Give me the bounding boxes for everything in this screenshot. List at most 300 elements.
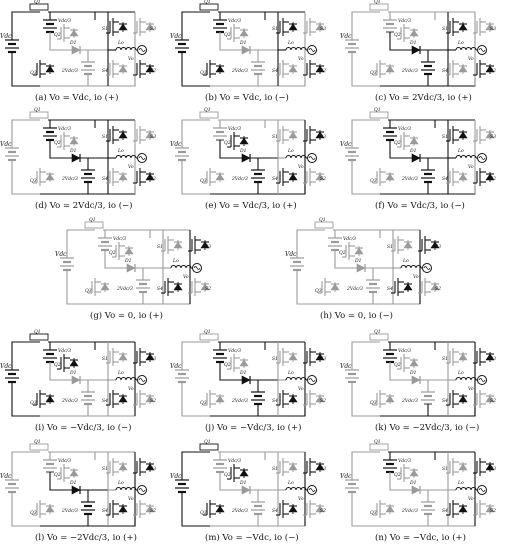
circuit-panel xyxy=(0,329,156,416)
s1-label: S1 xyxy=(442,357,448,362)
vdc23-label: 2Vdc/3 xyxy=(62,69,78,74)
q2-label: Q2 xyxy=(109,251,116,256)
s1-label: S1 xyxy=(102,467,108,472)
vo-label: Vo xyxy=(298,57,304,62)
d1-label: D1 xyxy=(70,41,77,46)
d1-label: D1 xyxy=(410,371,417,376)
vdc3-battery xyxy=(383,460,397,472)
vo-source xyxy=(138,376,147,385)
s3-label: S3 xyxy=(320,135,326,140)
vdc23-label: 2Vdc/3 xyxy=(402,69,418,74)
d1-diode xyxy=(242,154,250,162)
s1-label: S1 xyxy=(442,467,448,472)
diode-triangle-icon xyxy=(72,154,80,162)
q2-label: Q2 xyxy=(394,33,401,38)
circuit-panel xyxy=(0,439,156,526)
vdc-bottom-wire xyxy=(67,270,95,304)
top-rail xyxy=(388,120,435,128)
d1-diode xyxy=(242,486,250,494)
vdc-top-wire xyxy=(182,452,210,480)
q1-label: Q1 xyxy=(34,440,41,445)
q1-label: Q1 xyxy=(204,330,211,335)
s1-switch xyxy=(106,126,127,144)
s1-switch xyxy=(106,18,127,36)
vdc-label: Vdc xyxy=(170,363,182,370)
s4-switch xyxy=(276,390,297,408)
s2-label: S2 xyxy=(490,177,496,182)
circuit-panel xyxy=(170,0,326,86)
d1-diode xyxy=(242,376,250,384)
vdc3-label: Vdc/3 xyxy=(58,19,72,24)
q2-label: Q2 xyxy=(224,363,231,368)
s3-label: S3 xyxy=(320,27,326,32)
d1-diode xyxy=(72,154,80,162)
q3-label: Q3 xyxy=(200,511,207,516)
vdc23-label: 2Vdc/3 xyxy=(62,399,78,404)
q3-label: Q3 xyxy=(30,511,37,516)
vdc23-label: 2Vdc/3 xyxy=(402,399,418,404)
panel-caption: (i) Vo = −Vdc/3, io (−) xyxy=(35,423,132,433)
s1-switch xyxy=(391,236,412,254)
vdc-battery xyxy=(345,148,359,160)
q2-label: Q2 xyxy=(224,33,231,38)
s4-switch xyxy=(161,278,182,296)
diode-triangle-icon xyxy=(412,154,420,162)
q2-label: Q2 xyxy=(394,141,401,146)
s3-label: S3 xyxy=(150,357,156,362)
s2-label: S2 xyxy=(150,399,156,404)
d1-diode xyxy=(72,376,80,384)
circuit-panel xyxy=(285,217,441,304)
panel-caption: (m) Vo = −Vdc, io (−) xyxy=(205,533,299,543)
s1-label: S1 xyxy=(272,27,278,32)
vdc23-battery xyxy=(136,280,150,292)
q3-label: Q3 xyxy=(200,401,207,406)
q3-label: Q3 xyxy=(315,289,322,294)
vdc3-battery xyxy=(383,128,397,140)
lo-label: Lo xyxy=(458,371,464,376)
s1-switch xyxy=(446,348,467,366)
vo-source xyxy=(478,46,487,55)
s1-label: S1 xyxy=(102,357,108,362)
vo-source xyxy=(138,154,147,163)
vdc23-label: 2Vdc/3 xyxy=(62,509,78,514)
lo-inductor xyxy=(456,488,476,491)
lo-inductor xyxy=(286,378,306,381)
vdc-top-wire xyxy=(12,120,40,148)
vdc-label: Vdc xyxy=(285,251,297,258)
vdc23-battery xyxy=(251,502,265,514)
s2-label: S2 xyxy=(435,287,441,292)
vdc3-label: Vdc/3 xyxy=(58,127,72,132)
vdc3-label: Vdc/3 xyxy=(228,349,242,354)
vo-source xyxy=(308,376,317,385)
vdc-bottom-wire xyxy=(297,270,325,304)
vdc23-label: 2Vdc/3 xyxy=(232,399,248,404)
s2-label: S2 xyxy=(320,177,326,182)
panel-caption: (f) Vo = Vdc/3, io (−) xyxy=(375,201,465,211)
vo-label: Vo xyxy=(468,165,474,170)
panel-caption: (b) Vo = Vdc, io (−) xyxy=(205,93,289,103)
vdc-label: Vdc xyxy=(0,141,12,148)
q1-label: Q1 xyxy=(34,108,41,113)
s1-label: S1 xyxy=(272,467,278,472)
s2-label: S2 xyxy=(320,399,326,404)
s1-label: S1 xyxy=(272,357,278,362)
vdc-bottom-wire xyxy=(182,52,210,86)
vdc3-label: Vdc/3 xyxy=(228,19,242,24)
vo-source xyxy=(308,154,317,163)
vdc23-label: 2Vdc/3 xyxy=(117,287,133,292)
lo-inductor xyxy=(116,156,136,159)
vdc3-label: Vdc/3 xyxy=(228,459,242,464)
s4-switch xyxy=(446,168,467,186)
diode-triangle-icon xyxy=(127,264,135,272)
vo-source xyxy=(308,46,317,55)
vdc-label: Vdc xyxy=(170,473,182,480)
vdc-bottom-wire xyxy=(182,382,210,416)
vdc23-battery xyxy=(421,392,435,404)
q3-label: Q3 xyxy=(370,401,377,406)
panel-caption: (j) Vo = −Vdc/3, io (+) xyxy=(205,423,302,433)
d1-label: D1 xyxy=(410,481,417,486)
q1-label: Q1 xyxy=(89,218,96,223)
lo-label: Lo xyxy=(458,481,464,486)
q2-label: Q2 xyxy=(224,473,231,478)
s4-label: S4 xyxy=(387,287,393,292)
circuit-panel xyxy=(340,0,496,86)
vo-label: Vo xyxy=(468,497,474,502)
lo-label: Lo xyxy=(458,149,464,154)
d1-diode xyxy=(412,46,420,54)
vdc-label: Vdc xyxy=(55,251,67,258)
lo-inductor xyxy=(456,48,476,51)
s1-switch xyxy=(446,126,467,144)
q1-label: Q1 xyxy=(374,330,381,335)
lo-inductor xyxy=(286,156,306,159)
s3-label: S3 xyxy=(320,467,326,472)
vdc3-label: Vdc/3 xyxy=(398,459,412,464)
s1-label: S1 xyxy=(102,27,108,32)
d1-label: D1 xyxy=(240,41,247,46)
vdc3-label: Vdc/3 xyxy=(58,349,72,354)
q1-label: Q1 xyxy=(374,0,381,5)
s4-switch xyxy=(276,60,297,78)
q3-label: Q3 xyxy=(30,179,37,184)
vdc23-battery xyxy=(251,170,265,182)
s1-switch xyxy=(161,236,182,254)
vdc-label: Vdc xyxy=(0,363,12,370)
d1-label: D1 xyxy=(240,481,247,486)
lo-label: Lo xyxy=(403,259,409,264)
diode-triangle-icon xyxy=(412,486,420,494)
diode-triangle-icon xyxy=(357,264,365,272)
vo-label: Vo xyxy=(128,387,134,392)
vo-source xyxy=(138,46,147,55)
d1-label: D1 xyxy=(240,371,247,376)
s1-switch xyxy=(446,458,467,476)
vdc-bottom-wire xyxy=(12,52,40,86)
top-rail xyxy=(388,342,435,350)
s2-label: S2 xyxy=(320,509,326,514)
d1-diode xyxy=(127,264,135,272)
q2-label: Q2 xyxy=(54,141,61,146)
s4-switch xyxy=(276,168,297,186)
q1-label: Q1 xyxy=(204,108,211,113)
vdc-bottom-wire xyxy=(352,492,380,526)
s4-switch xyxy=(446,60,467,78)
panel-caption: (a) Vo = Vdc, io (+) xyxy=(35,93,119,103)
vdc23-label: 2Vdc/3 xyxy=(402,177,418,182)
top-rail xyxy=(103,230,150,238)
vdc-top-wire xyxy=(67,230,95,258)
s1-label: S1 xyxy=(102,135,108,140)
circuit-panel xyxy=(340,439,496,526)
s4-label: S4 xyxy=(272,399,278,404)
top-rail xyxy=(218,12,265,20)
s1-switch xyxy=(276,348,297,366)
vdc-battery xyxy=(345,370,359,382)
vdc23-label: 2Vdc/3 xyxy=(232,69,248,74)
s4-switch xyxy=(446,390,467,408)
circuit-panel xyxy=(170,107,326,194)
vdc3-label: Vdc/3 xyxy=(398,127,412,132)
s1-label: S1 xyxy=(442,135,448,140)
q2-label: Q2 xyxy=(54,363,61,368)
top-rail xyxy=(48,12,95,20)
vdc-top-wire xyxy=(182,12,210,40)
s4-switch xyxy=(106,500,127,518)
s3-label: S3 xyxy=(490,27,496,32)
d1-diode xyxy=(72,46,80,54)
panel-caption: (k) Vo = −2Vdc/3, io (−) xyxy=(375,423,480,433)
vo-label: Vo xyxy=(298,387,304,392)
s4-switch xyxy=(446,500,467,518)
vdc-bottom-wire xyxy=(12,382,40,416)
top-rail xyxy=(218,342,265,350)
vo-source xyxy=(193,264,202,273)
panel-caption: (g) Vo = 0, io (+) xyxy=(90,311,163,321)
vdc-battery xyxy=(175,480,189,492)
q3-label: Q3 xyxy=(30,71,37,76)
vo-label: Vo xyxy=(183,275,189,280)
lo-label: Lo xyxy=(118,371,124,376)
circuit-panel xyxy=(340,329,496,416)
vdc-bottom-wire xyxy=(352,160,380,194)
vdc3-battery xyxy=(43,350,57,362)
vo-label: Vo xyxy=(413,275,419,280)
vdc-battery xyxy=(345,40,359,52)
vdc3-label: Vdc/3 xyxy=(343,237,357,242)
vo-source xyxy=(138,486,147,495)
vdc23-battery xyxy=(81,62,95,74)
d1-label: D1 xyxy=(410,41,417,46)
vdc23-battery xyxy=(81,392,95,404)
s3-label: S3 xyxy=(320,357,326,362)
d1-label: D1 xyxy=(70,481,77,486)
top-rail xyxy=(388,12,435,20)
q2-label: Q2 xyxy=(394,473,401,478)
diode-triangle-icon xyxy=(242,46,250,54)
q1-label: Q1 xyxy=(319,218,326,223)
q3-label: Q3 xyxy=(85,289,92,294)
vo-source xyxy=(478,486,487,495)
s4-label: S4 xyxy=(442,69,448,74)
s2-label: S2 xyxy=(320,69,326,74)
vo-label: Vo xyxy=(298,497,304,502)
d1-label: D1 xyxy=(355,259,362,264)
s1-switch xyxy=(276,18,297,36)
s4-label: S4 xyxy=(442,509,448,514)
vdc-battery xyxy=(5,370,19,382)
s4-label: S4 xyxy=(272,69,278,74)
s3-label: S3 xyxy=(205,245,211,250)
s1-label: S1 xyxy=(387,245,393,250)
vdc23-battery xyxy=(251,62,265,74)
vdc3-label: Vdc/3 xyxy=(58,459,72,464)
q3-label: Q3 xyxy=(370,179,377,184)
s3-label: S3 xyxy=(150,27,156,32)
lo-label: Lo xyxy=(288,481,294,486)
s4-label: S4 xyxy=(102,69,108,74)
lo-inductor xyxy=(116,488,136,491)
d1-diode xyxy=(412,154,420,162)
q2-label: Q2 xyxy=(224,141,231,146)
q3-label: Q3 xyxy=(200,179,207,184)
q2-label: Q2 xyxy=(394,363,401,368)
d1-label: D1 xyxy=(410,149,417,154)
vo-source xyxy=(308,486,317,495)
s2-label: S2 xyxy=(490,399,496,404)
vo-label: Vo xyxy=(298,165,304,170)
lo-inductor xyxy=(456,156,476,159)
diode-triangle-icon xyxy=(412,376,420,384)
d1-label: D1 xyxy=(240,149,247,154)
q1-label: Q1 xyxy=(34,0,41,5)
q2-label: Q2 xyxy=(54,33,61,38)
q3-label: Q3 xyxy=(370,511,377,516)
s3-label: S3 xyxy=(490,135,496,140)
s3-label: S3 xyxy=(490,467,496,472)
top-rail xyxy=(48,342,95,350)
vdc-top-wire xyxy=(182,342,210,370)
vdc23-label: 2Vdc/3 xyxy=(232,177,248,182)
vdc-label: Vdc xyxy=(170,33,182,40)
vdc3-label: Vdc/3 xyxy=(398,349,412,354)
lo-inductor xyxy=(286,488,306,491)
vdc3-battery xyxy=(383,20,397,32)
vdc-label: Vdc xyxy=(0,33,12,40)
vo-source xyxy=(478,154,487,163)
s4-label: S4 xyxy=(102,509,108,514)
vdc3-battery xyxy=(213,460,227,472)
diode-triangle-icon xyxy=(242,154,250,162)
s4-label: S4 xyxy=(157,287,163,292)
s2-label: S2 xyxy=(150,177,156,182)
vdc-top-wire xyxy=(352,12,380,40)
vdc3-label: Vdc/3 xyxy=(398,19,412,24)
lo-label: Lo xyxy=(458,41,464,46)
circuit-panel xyxy=(170,329,326,416)
vdc-label: Vdc xyxy=(340,141,352,148)
s2-label: S2 xyxy=(205,287,211,292)
vdc23-battery xyxy=(366,280,380,292)
circuit-panel xyxy=(0,0,156,86)
vdc-label: Vdc xyxy=(340,473,352,480)
vdc3-label: Vdc/3 xyxy=(228,127,242,132)
q3-label: Q3 xyxy=(200,71,207,76)
vdc-label: Vdc xyxy=(0,473,12,480)
vdc3-battery xyxy=(98,238,112,250)
vdc-top-wire xyxy=(12,342,40,370)
vo-label: Vo xyxy=(128,57,134,62)
panel-caption: (e) Vo = Vdc/3, io (+) xyxy=(205,201,297,211)
s3-label: S3 xyxy=(490,357,496,362)
lo-label: Lo xyxy=(288,371,294,376)
vdc-top-wire xyxy=(297,230,325,258)
d1-diode xyxy=(242,46,250,54)
vdc23-battery xyxy=(81,502,95,514)
vdc-battery xyxy=(345,480,359,492)
q1-label: Q1 xyxy=(374,440,381,445)
vdc23-label: 2Vdc/3 xyxy=(232,509,248,514)
vdc-top-wire xyxy=(12,452,40,480)
vdc23-battery xyxy=(251,392,265,404)
vdc3-battery xyxy=(213,20,227,32)
s1-label: S1 xyxy=(442,27,448,32)
top-rail xyxy=(388,452,435,460)
vdc23-battery xyxy=(421,62,435,74)
s3-label: S3 xyxy=(435,245,441,250)
vdc3-battery xyxy=(43,460,57,472)
s4-switch xyxy=(106,390,127,408)
s1-switch xyxy=(276,126,297,144)
lo-inductor xyxy=(286,48,306,51)
vdc23-battery xyxy=(421,502,435,514)
top-rail xyxy=(333,230,380,238)
vo-label: Vo xyxy=(468,57,474,62)
vdc-label: Vdc xyxy=(340,33,352,40)
vdc-bottom-wire xyxy=(182,492,210,526)
q3-label: Q3 xyxy=(30,401,37,406)
circuit-panel xyxy=(340,107,496,194)
vo-source xyxy=(478,376,487,385)
s4-label: S4 xyxy=(442,177,448,182)
d1-diode xyxy=(412,486,420,494)
circuit-panel xyxy=(0,107,156,194)
s4-label: S4 xyxy=(102,399,108,404)
vdc3-battery xyxy=(43,20,57,32)
vdc-battery xyxy=(175,40,189,52)
vdc-label: Vdc xyxy=(340,363,352,370)
q1-label: Q1 xyxy=(204,440,211,445)
d1-label: D1 xyxy=(125,259,132,264)
diode-triangle-icon xyxy=(412,46,420,54)
vdc-label: Vdc xyxy=(170,141,182,148)
circuit-panel xyxy=(55,217,211,304)
s4-label: S4 xyxy=(102,177,108,182)
top-rail xyxy=(218,452,265,460)
diode-triangle-icon xyxy=(242,486,250,494)
vo-label: Vo xyxy=(128,165,134,170)
vdc-bottom-wire xyxy=(12,492,40,526)
s2-label: S2 xyxy=(150,69,156,74)
q1-label: Q1 xyxy=(374,108,381,113)
diode-triangle-icon xyxy=(72,46,80,54)
s4-switch xyxy=(106,60,127,78)
s4-switch xyxy=(106,168,127,186)
vdc3-battery xyxy=(383,350,397,362)
